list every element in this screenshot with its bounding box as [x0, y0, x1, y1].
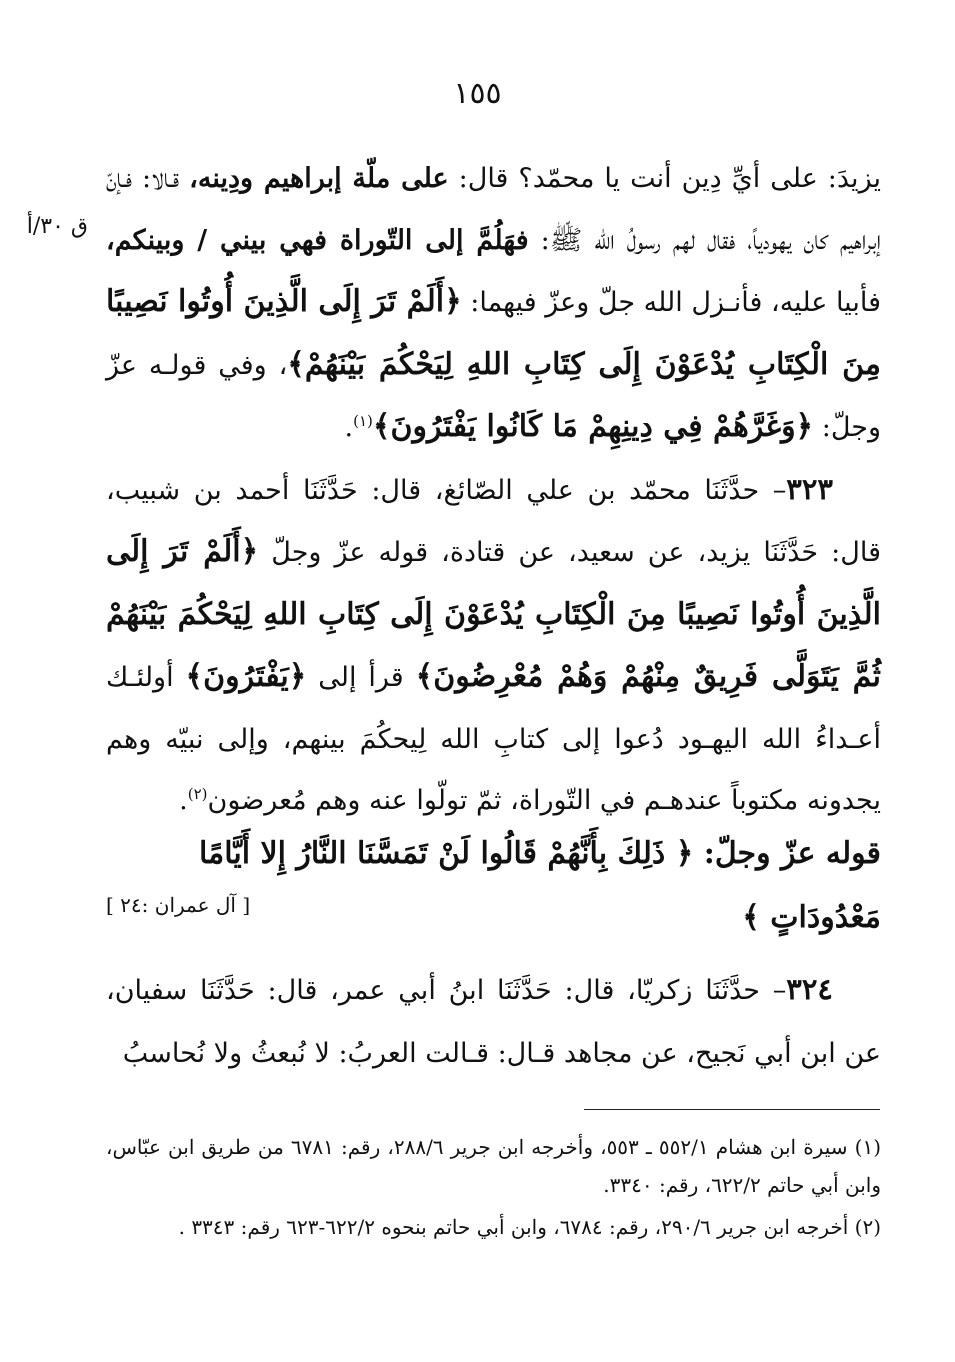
margin-manuscript-note: ق ٣٠/أ — [26, 214, 88, 239]
hadith-number: ٣٢٤ — [786, 972, 833, 1006]
text-run: – حدَّثَنَا زكريّا، قال: حَدَّثَنَا ابنُ أبي عمر، قال: حَدَّثَنَا سفيان، عن ابن أبي نَجيح، عن مجاهد قـال: قـالت العربُ: لا نُبعثُ ولا نُحاسبُ — [106, 975, 881, 1069]
heading-verse-end: مَعْدُودَاتٍ ﴾ — [742, 900, 881, 935]
text-run: أولئـك أعـداءُ الله اليهـود دُعوا إلى كتابِ الله لِيحكُمَ بينهم، وإلى نبيّه وهم يجدونه مكتوباً عندهـم في التّوراة، ثمّ تولّوا عنه وهم مُعرضون — [106, 662, 881, 816]
page-number: ١٥٥ — [453, 76, 502, 111]
footnote-separator — [584, 1109, 880, 1110]
quran-quote: ﴿يَفْتَرُونَ﴾ — [185, 659, 307, 694]
footnote-1: (١) سيرة ابن هشام ٥٥٢/١ ـ ٥٥٣، وأخرجه ابن جرير ٢٨٨/٦، رقم: ٦٧٨١ من طريق ابن عبّاس، وابن أبي حاتم ٦٢٢/٢، رقم: ٣٣٤٠. — [106, 1135, 881, 1197]
paragraph-3 — [106, 958, 881, 1085]
text-run: قـالا: فـإنّ إبراهيم كان يهودياً، فقال لهم رسولُ الله ﷺ: — [106, 163, 881, 256]
quran-quote: ﴿أَلَمْ تَرَ إِلَى الَّذِينَ أُوتُوا نَصِيبًا مِنَ الْكِتَابِ يُدْعَوْنَ إِلَى كِتَابِ اللهِ لِيَحْكُمَ بَيْنَهُمْ ثُمَّ يَتَوَلَّى فَرِيقٌ مِنْهُمْ وَهُمْ مُعْرِضُونَ﴾ — [106, 534, 881, 694]
bold-phrase: على ملّة إبراهيم ودِينه، — [189, 163, 449, 194]
text-run: . — [179, 785, 188, 816]
heading-line-1 — [106, 822, 881, 886]
heading-verse: ﴿ ذَلِكَ بِأَنَّهُمْ قَالُوا لَنْ تَمَسَّنَا النَّارُ إِلا أَيَّامًا — [199, 836, 694, 871]
main-text-block — [106, 148, 881, 832]
paragraph-1 — [106, 148, 881, 459]
footnote-2: (٢) أخرجه ابن جرير ٢٩٠/٦، رقم: ٦٧٨٤، وابن أبي حاتم بنحوه ٦٢٢/٢-٦٢٣ رقم: ٣٣٤٣ . — [178, 1215, 881, 1239]
footnote-ref: (٢) — [187, 785, 208, 803]
text-run: قرأ إلى — [306, 662, 416, 693]
text-run: . — [344, 412, 354, 443]
text-run: فأبيا عليه، فأنـزل الله جلّ وعزّ فيهما: — [461, 287, 881, 318]
text-run: ، وفي قولـه عزّ وجلّ: — [106, 349, 881, 443]
text-run: يزيدَ: على أيِّ دِين أنت يا محمّد؟ قال: — [448, 163, 881, 194]
main-text-block-2 — [106, 958, 881, 1085]
heading-label: قوله عزّ وجلّ: — [693, 836, 881, 871]
section-heading — [106, 822, 881, 950]
quran-quote: ﴿أَلَمْ تَرَ إِلَى الَّذِينَ أُوتُوا نَصِيبًا مِنَ الْكِتَابِ يُدْعَوْنَ إِلَى كِتَابِ اللهِ لِيَحْكُمَ بَيْنَهُمْ﴾ — [106, 284, 881, 382]
verse-reference: [ آل عمران :٢٤ ] — [106, 893, 251, 917]
text-run: – حدَّثَنَا محمّد بن علي الصّائغ، قال: حَدَّثَنَا أحمد بن شبيب، قال: حَدَّثَنَا يزيد، عن سعيد، عن قتادة، قوله عزّ وجلّ — [106, 474, 881, 568]
hadith-number: ٣٢٣ — [786, 471, 833, 506]
footnote-ref: (١) — [353, 412, 373, 430]
heading-line-2 — [106, 886, 881, 950]
quran-quote: ﴿وَغَرَّهُمْ فِي دِينِهِمْ مَا كَانُوا يَفْتَرُونَ﴾ — [372, 409, 814, 444]
bold-phrase: فهَلُمَّ إلى التّوراة فهي بيني / وبينكم، — [106, 224, 529, 256]
paragraph-2 — [106, 459, 881, 832]
footnotes — [106, 1128, 881, 1250]
